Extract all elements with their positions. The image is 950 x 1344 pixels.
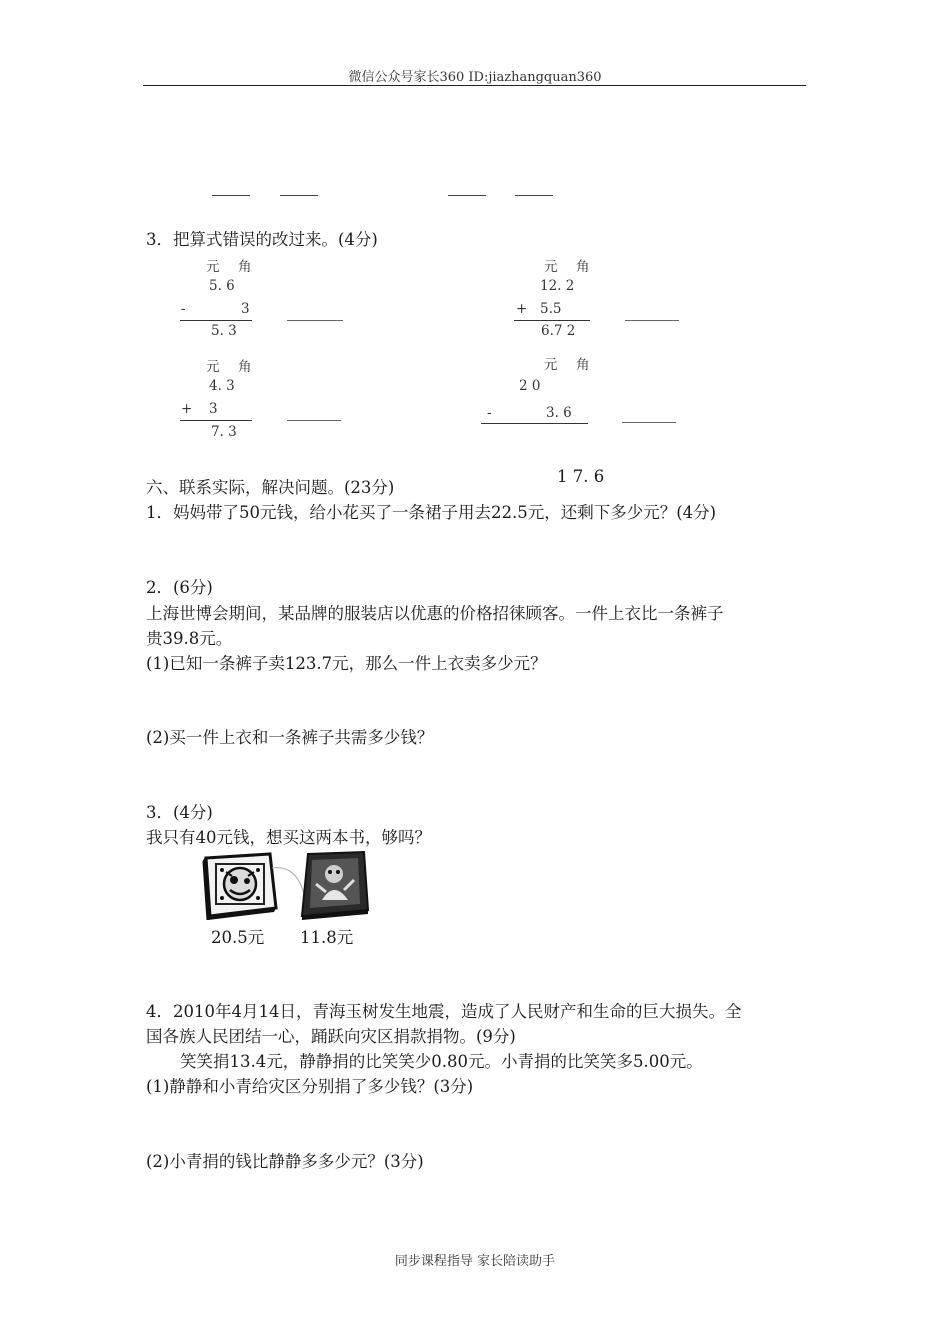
calc2-row1: 12. 2 xyxy=(540,278,575,294)
blank-line[interactable] xyxy=(212,195,250,196)
problem-2-head: 2．(6分) xyxy=(146,578,213,597)
calc2-rule xyxy=(514,320,590,321)
calc1-rule xyxy=(180,320,252,321)
problem-3-text: 我只有40元钱，想买这两本书，够吗？ xyxy=(146,828,431,847)
unit-jiao: 角 xyxy=(238,259,252,275)
calc1-row2: 3 xyxy=(241,301,250,317)
unit-yuan: 元 xyxy=(206,259,220,275)
blank-line[interactable] xyxy=(280,195,318,196)
calc2-operator: + xyxy=(516,301,528,317)
blank-line[interactable] xyxy=(515,195,553,196)
calc1-row1: 5. 6 xyxy=(209,278,235,294)
calc4-result: 1 7. 6 xyxy=(557,467,605,486)
calc3-rule xyxy=(180,420,252,421)
header-rule xyxy=(143,85,806,86)
calc3-row2: 3 xyxy=(209,401,218,417)
problem-4-text-line3: 笑笑捐13.4元，静静捐的比笑笑少0.80元。小青捐的比笑笑多5.00元。 xyxy=(180,1052,703,1071)
calc3-result: 7. 3 xyxy=(211,424,237,440)
book-cover-clock-icon xyxy=(202,850,280,920)
calc4-row2: 3. 6 xyxy=(546,405,572,421)
problem-3-head: 3．(4分) xyxy=(146,803,213,822)
problem-2-question-1: (1)已知一条裤子卖123.7元，那么一件上衣卖多少元？ xyxy=(146,654,547,673)
book-cover-figure-icon xyxy=(298,850,370,920)
question-3-title: 3．把算式错误的改过来。(4分) xyxy=(146,230,378,249)
page-footer: 同步课程指导 家长陪读助手 xyxy=(394,1254,556,1269)
unit-yuan: 元 xyxy=(544,357,558,373)
problem-4-text-line1: 4．2010年4月14日，青海玉树发生地震，造成了人民财产和生命的巨大损失。全 xyxy=(146,1002,742,1021)
unit-jiao: 角 xyxy=(238,359,252,375)
calc1-answer-line[interactable] xyxy=(287,320,343,321)
unit-yuan: 元 xyxy=(544,259,558,275)
problem-2-text-line2: 贵39.8元。 xyxy=(146,629,233,648)
page-header: 微信公众号家长360 ID:jiazhangquan360 xyxy=(348,70,602,85)
problem-4-question-2: (2)小青捐的钱比静静多多少元？(3分) xyxy=(146,1152,424,1171)
unit-jiao: 角 xyxy=(576,259,590,275)
book-2-price: 11.8元 xyxy=(300,928,354,947)
calc1-result: 5. 3 xyxy=(211,323,237,339)
problem-4-text-line2: 国各族人民团结一心，踊跃向灾区捐款捐物。(9分) xyxy=(146,1027,516,1046)
problem-2-question-2: (2)买一件上衣和一条裤子共需多少钱？ xyxy=(146,728,434,747)
calc4-operator: - xyxy=(487,405,492,421)
calc4-rule xyxy=(481,423,588,424)
unit-yuan: 元 xyxy=(206,359,220,375)
calc2-answer-line[interactable] xyxy=(625,320,679,321)
problem-1: 1．妈妈带了50元钱，给小花买了一条裙子用去22.5元，还剩下多少元？(4分) xyxy=(146,503,717,522)
calc1-operator: - xyxy=(181,301,186,317)
calc2-result: 6.7 2 xyxy=(541,323,576,339)
calc3-answer-line[interactable] xyxy=(287,420,341,421)
section-6-title: 六、联系实际，解决问题。(23分) xyxy=(146,478,395,497)
blank-line[interactable] xyxy=(448,195,486,196)
calc3-row1: 4. 3 xyxy=(209,378,235,394)
problem-4-question-1: (1)静静和小青给灾区分别捐了多少钱？(3分) xyxy=(146,1077,474,1096)
calc3-operator: + xyxy=(181,401,193,417)
calc4-row1: 2 0 xyxy=(519,378,541,394)
calc4-answer-line[interactable] xyxy=(622,422,676,423)
unit-jiao: 角 xyxy=(576,357,590,373)
calc2-row2: 5.5 xyxy=(540,301,562,317)
book-1-price: 20.5元 xyxy=(211,928,265,947)
problem-2-text-line1: 上海世博会期间，某品牌的服装店以优惠的价格招徕顾客。一件上衣比一条裤子 xyxy=(146,604,724,623)
